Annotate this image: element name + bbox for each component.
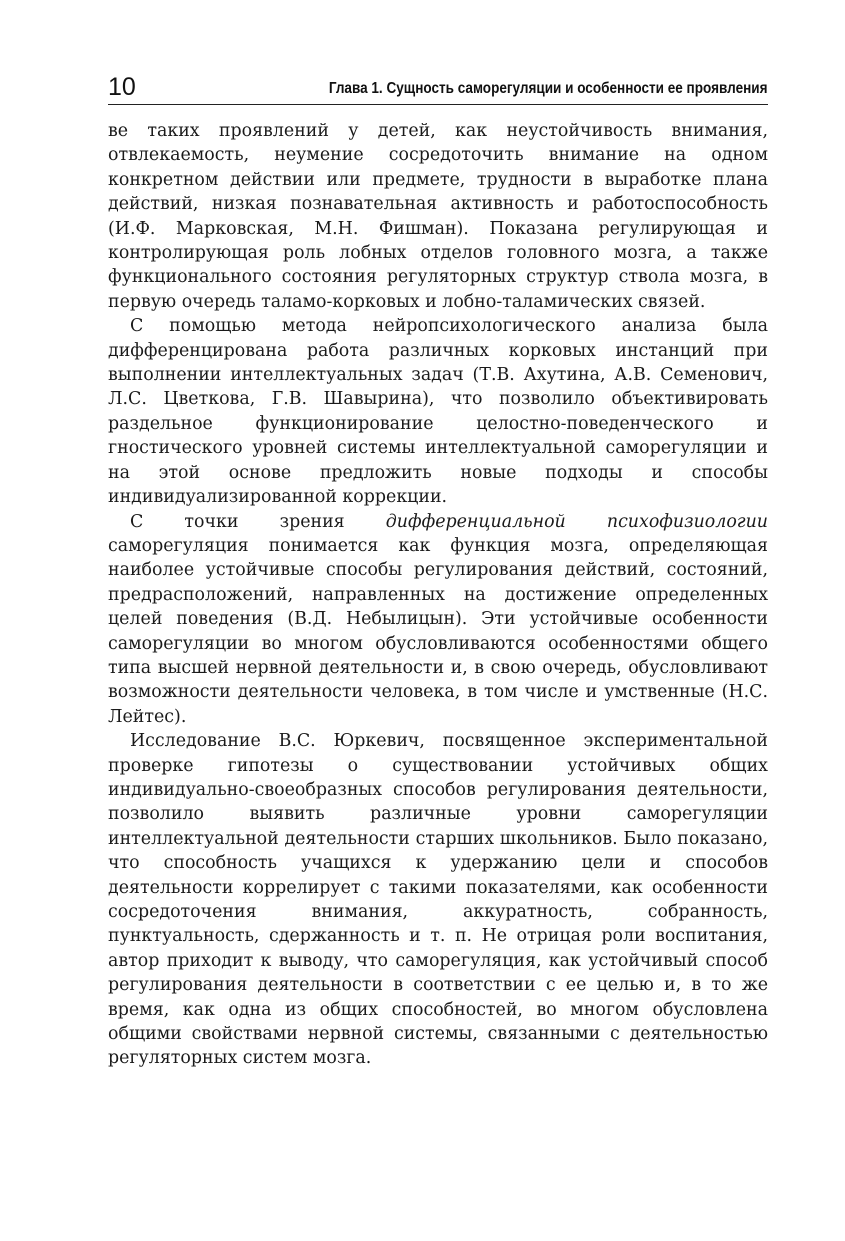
body-text [108, 119, 768, 1071]
paragraph-text: С помощью метода нейропсихологического анализа была дифференцирована работа различных корковых инстанций при выполнении интеллектуальных задач (Т.В. Ахутина, А.В. Семенович, Л.С. Цветкова, Г.В. Шавырина), что позволило объективировать раздельное функционирование целостно-поведенческого и гностического уровней системы интеллектуальной саморегуляции и на этой основе предложить новые подходы и способы индивидуализированной коррекции. [108, 316, 768, 508]
paragraph-text: Исследование В.С. Юркевич, посвященное экспериментальной проверке гипотезы о существовании устойчивых общих индивидуально-своеобразных способов регулирования деятельности, позволило выявить различные уровни саморегуляции интеллектуальной деятельности старших школьников. Было показано, что способность учащихся к удержанию цели и способов деятельности коррелирует с такими показателями, как особенности сосредоточения внимания, аккуратность, собранность, пунктуальность, сдержанность и т. п. Не отрицая роли воспитания, автор приходит к выводу, что саморегуляция, как устойчивый способ регулирования деятельности в соответствии с ее целью и, в то же время, как одна из общих способностей, во многом обусловлена общими свойствами нервной системы, связанными с деятельностью регуляторных систем мозга. [108, 731, 768, 1069]
paragraph-lead: С точки зрения [130, 511, 386, 532]
running-header [108, 70, 768, 105]
paragraph-continuation [108, 119, 768, 314]
paragraph-text: саморегуляция понимается как функция мозга, определяющая наиболее устойчивые способы регулирования действий, состояний, предрасположений, направленных на достижение определенных целей поведения (В.Д. Небылицын). Эти устойчивые особенности саморегуляции во многом обусловливаются особенностями общего типа высшей нервной деятельности и, в свою очередь, обусловливают возможности деятельности человека, в том числе и умственные (Н.С. Лейтес). [108, 535, 768, 727]
italic-term: дифференциальной психофизиологии [385, 511, 768, 532]
page-number: 10 [108, 73, 136, 101]
paragraph-text: ве таких проявлений у детей, как неустойчивость внимания, отвлекаемость, неумение сосредоточить внимание на одном конкретном действии или предмете, трудности в выработке плана действий, низкая познавательная активность и работоспособность (И.Ф. Марковская, М.Н. Фишман). Показана регулирующая и контролирующая роль лобных отделов головного мозга, а также функционального состояния регуляторных структур ствола мозга, в первую очередь таламо-корковых и лобно-таламических связей. [108, 121, 768, 312]
paragraph-yurkevich [108, 729, 768, 1071]
chapter-title: Глава 1. Сущность саморегуляции и особенности ее проявления [329, 80, 768, 97]
paragraph-psychophysiology [108, 510, 768, 730]
paragraph-neuropsychology [108, 314, 768, 509]
